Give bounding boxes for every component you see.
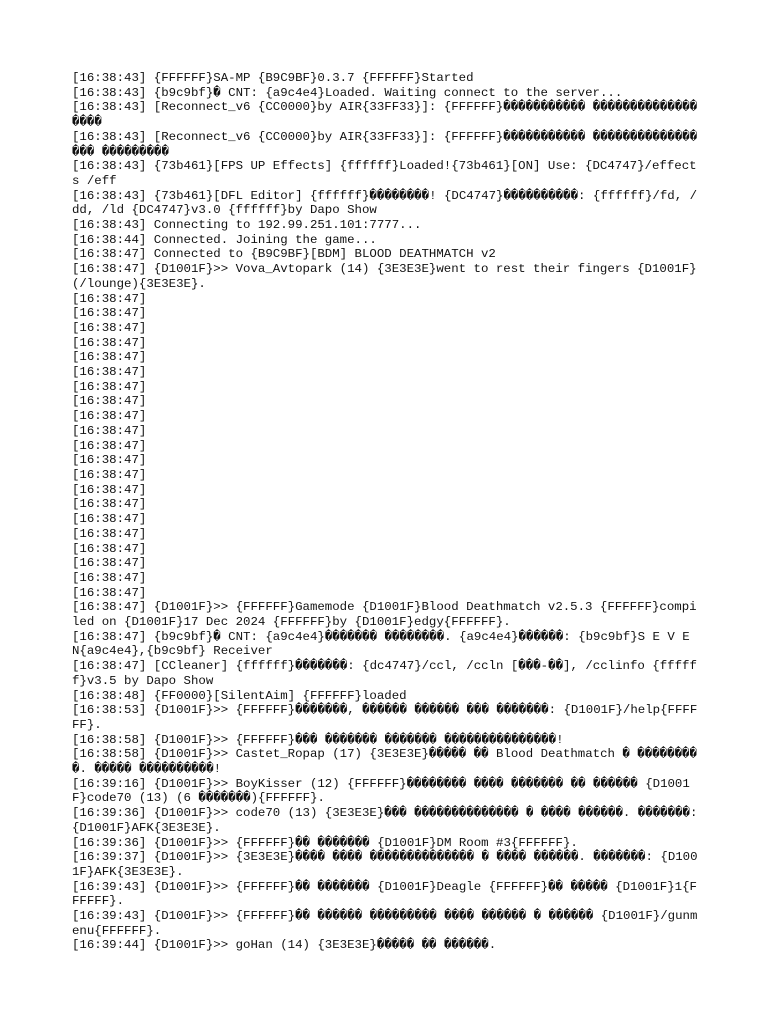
log-line: [16:38:58] {D1001F}>> {FFFFFF}��� ������� ������� ���������������! (72, 732, 564, 747)
log-line: [16:38:47] (72, 438, 147, 453)
log-line: [16:38:47] {D1001F}>> Vova_Avtopark (14) {3E3E3E}went to rest their fingers {D1001F}(/lounge){3E3E3E}. (72, 262, 697, 291)
log-line: [16:38:43] [Reconnect_v6 {CC0000}by AIR{33FF33}]: {FFFFFF}����������� ������������������ (72, 100, 698, 130)
log-line: [16:38:47] {b9c9bf}� CNT: {a9c4e4}������� ��������. {a9c4e4}������: {b9c9bf}S E V E N{a9c4e4},{b9c9bf} Receiver (72, 629, 698, 659)
log-line: [16:39:36] {D1001F}>> {FFFFFF}�� ������� {D1001F}DM Room #3{FFFFFF}. (72, 835, 578, 850)
log-line: [16:38:47] (72, 585, 147, 600)
log-line: [16:38:43] [Reconnect_v6 {CC0000}by AIR{33FF33}]: {FFFFFF}����������� ����������������� ��������� (72, 129, 698, 159)
log-line: [16:38:44] Connected. Joining the game... (72, 232, 377, 247)
log-line: [16:38:58] {D1001F}>> Castet_Ropap (17) {3E3E3E}����� �� Blood Deathmatch � ���������. ����� ����������! (72, 747, 697, 777)
log-line: [16:38:53] {D1001F}>> {FFFFFF}�������, ������ ������ ��� �������: {D1001F}/help{FFFFFF}. (72, 703, 698, 732)
log-line: [16:39:37] {D1001F}>> {3E3E3E}���� ���� �������������� � ���� ������. �������: {D1001F}AFK{3E3E3E}. (72, 850, 698, 879)
log-line: [16:38:43] {FFFFFF}SA-MP {B9C9BF}0.3.7 {FFFFFF}Started (72, 71, 474, 85)
log-line: [16:38:47] (72, 409, 147, 424)
log-line: [16:39:43] {D1001F}>> {FFFFFF}�� ������ ��������� ���� ������ � ������ {D1001F}/gunmenu{FFFFFF}. (72, 909, 698, 938)
log-line: [16:38:47] (72, 526, 147, 541)
log-line: [16:38:47] [CCleaner] {ffffff}�������: {dc4747}/ccl, /ccln [���-��], /cclinfo {ffffff}v3.5 by Dapo Show (72, 659, 697, 688)
log-line: [16:38:47] {D1001F}>> {FFFFFF}Gamemode {D1001F}Blood Deathmatch v2.5.3 {FFFFFF}compiled on {D1001F}17 Dec 2024 {FFFFFF}by {D1001F}edgy{FFFFFF}. (72, 600, 697, 630)
log-line: [16:39:16] {D1001F}>> BoyKisser (12) {FFFFFF}�������� ���� ������� �� ������ {D1001F}code70 (13) (6 �������){FFFFFF}. (72, 776, 690, 806)
log-line: [16:38:47] (72, 541, 147, 556)
log-line: [16:38:47] (72, 350, 147, 365)
log-line: [16:38:43] {b9c9bf}� CNT: {a9c4e4}Loaded. Waiting connect to the server... (72, 85, 623, 100)
log-line: [16:39:44] {D1001F}>> goHan (14) {3E3E3E}����� �� ������. (72, 938, 497, 953)
log-line: [16:38:43] {73b461}[FPS UP Effects] {ffffff}Loaded!{73b461}[ON] Use: {DC4747}/effects /eff (72, 159, 697, 188)
log-line: [16:38:47] (72, 453, 147, 468)
log-line: [16:38:47] (72, 570, 147, 585)
log-line: [16:38:47] (72, 556, 147, 571)
log-line: [16:38:47] (72, 291, 147, 306)
log-line: [16:38:47] (72, 379, 147, 394)
log-line: [16:38:47] (72, 365, 147, 380)
log-line: [16:38:47] (72, 512, 147, 527)
log-line: [16:38:47] (72, 394, 147, 409)
log-line: [16:38:43] Connecting to 192.99.251.101:7777... (72, 218, 422, 233)
log-line: [16:38:47] (72, 306, 147, 321)
log-line: [16:38:47] (72, 482, 147, 497)
log-line: [16:38:43] {73b461}[DFL Editor] {ffffff}��������! {DC4747}����������: {ffffff}/fd, /dd, /ld {DC4747}v3.0 {ffffff}by Dapo Show (72, 188, 698, 218)
log-line: [16:39:36] {D1001F}>> code70 (13) {3E3E3E}��� �������������� � ���� ������. �������: {D1001F}AFK{3E3E3E}. (72, 806, 705, 835)
log-line: [16:38:47] Connected to {B9C9BF}[BDM] BLOOD DEATHMATCH v2 (72, 247, 496, 262)
log-line: [16:39:43] {D1001F}>> {FFFFFF}�� ������� {D1001F}Deagle {FFFFFF}�� ����� {D1001F}1{FFFFFF}. (72, 879, 697, 909)
log-line: [16:38:47] (72, 423, 147, 438)
log-line: [16:38:47] (72, 320, 147, 335)
log-line: [16:38:48] {FF0000}[SilentAim] {FFFFFF}loaded (72, 688, 407, 703)
log-line: [16:38:47] (72, 467, 147, 482)
log-line: [16:38:47] (72, 497, 147, 512)
log-line: [16:38:47] (72, 335, 147, 350)
chat-log (72, 71, 705, 953)
